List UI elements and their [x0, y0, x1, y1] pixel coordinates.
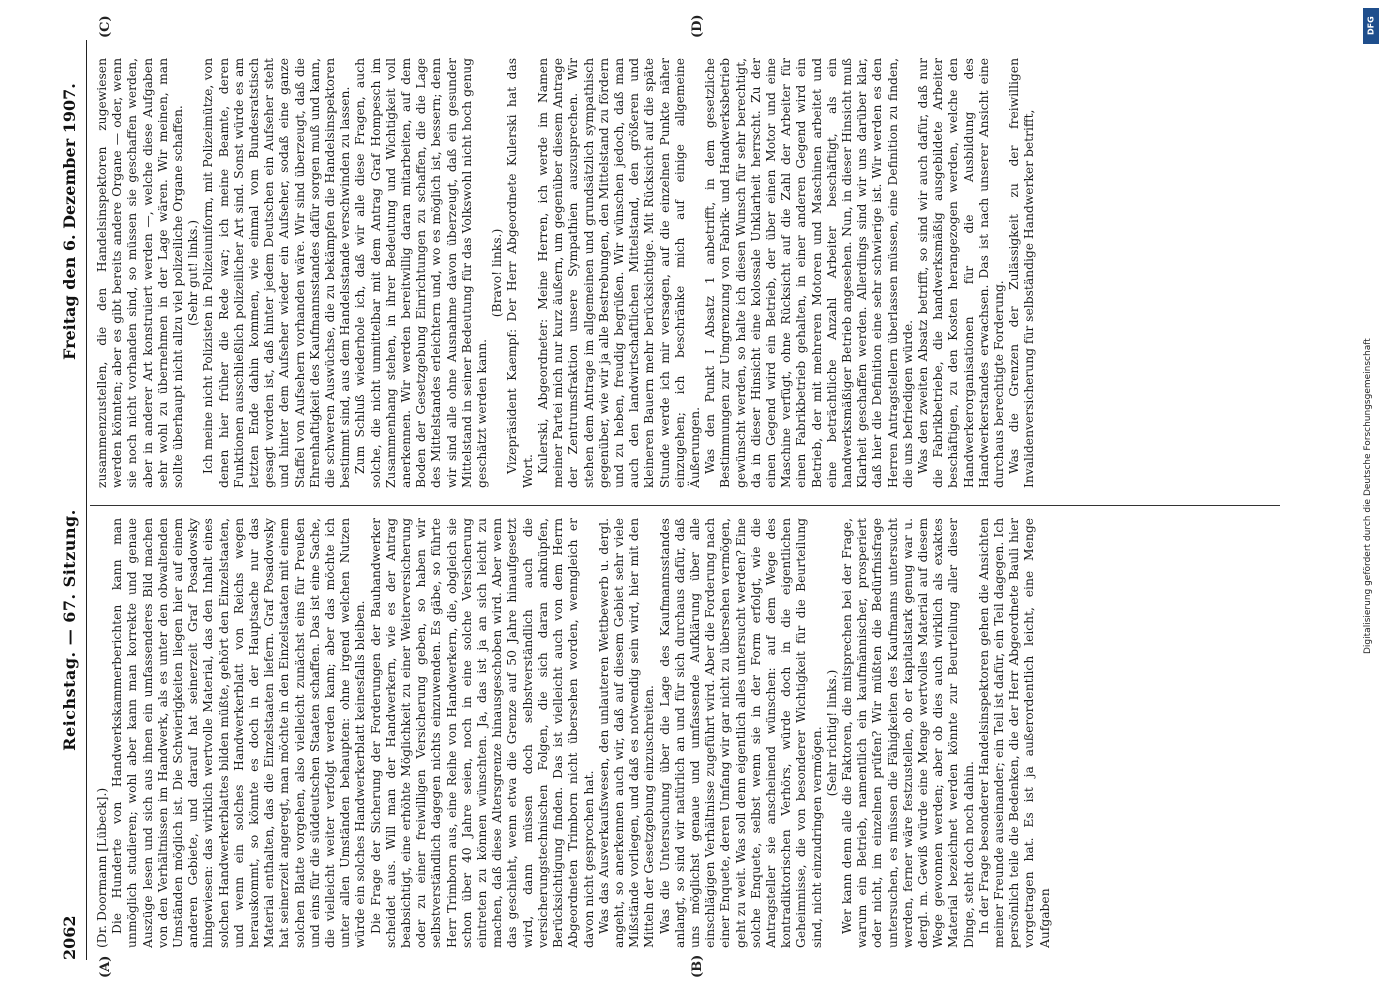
- paragraph: Ich meine nicht Polizisten in Polizeiuniform, mit Polizeimütze, von denen hier früher die Rede war; ich meine Beamte, deren Funktionen ausschließlich polizeilicher Art sind. Sonst würde es am letzten Ende dahin kommen, wie einmal vom Bundesratstisch gesagt worden ist, daß hinter jedem Deutschen ein Aufseher steht und hinter dem Aufseher wieder ein Aufseher, sodaß eine ganze Staffel von Aufsehern vorhanden wäre. Wir sind überzeugt, daß die Ehrenhaftigkeit des Kaufmannsstandes dafür sorgen muß und kann, die schweren Auswüchse, die zu bekämpfen die Handelsinspektoren bestimmt sind, aus dem Handelsstande verschwinden zu lassen.: [201, 58, 353, 488]
- paragraph: Wer kann denn alle die Faktoren, die mitsprechen bei der Frage, warum ein Betrieb, namentlich ein kaufmännischer, prosperiert oder nicht, im einzelnen prüfen? Wir müßten die Bedürfnisfrage untersuchen, es müssen die Fähigkeiten des Kaufmanns untersucht werden, ferner wäre festzustellen, ob er kapitalstark genug war u. dergl. m. Gewiß würde eine Menge wertvolles Material auf diesem Wege gewonnen werden; aber ob dies auch wirklich als exaktes Material bezeichnet werden könnte zur Beurteilung aller dieser Dinge, steht doch noch dahin.: [839, 518, 976, 948]
- session-title: Reichstag. — 67. Sitzung.: [60, 509, 79, 751]
- session-date: Freitag den 6. Dezember 1907.: [60, 83, 79, 360]
- margin-marker-d: (D): [690, 14, 705, 38]
- paragraph: Was den zweiten Absatz betrifft, so sind wir auch dafür, daß nur die Fabrikbetriebe, die handwerksmäßig ausgebildete Arbeiter beschäftigen, zu den Kosten herangezogen werden, welche den Handwerkerorganisationen für die Ausbildung des Handwerkerstandes erwachsen. Das ist nach unserer Ansicht eine durchaus berechtigte Forderung.: [915, 58, 1006, 488]
- funding-credit: [1363, 14, 1377, 654]
- paragraph: Was die Grenzen der Zulässigkeit zu der freiwilligen Invalidenversicherung für selbständige Handwerker betrifft,: [1007, 58, 1037, 488]
- interjection: (Sehr gut! links.): [186, 219, 201, 327]
- paragraph: Zum Schluß wiederhole ich, daß wir alle diese Fragen, auch solche, die nicht unmittelbar mit dem Antrag Graf Hompesch im Zusammenhang stehen, in ihrer Bedeutung und Wichtigkeit voll anerkennen. Wir werden bereitwillig daran mitarbeiten, auf dem Boden der Gesetzgebung Einrichtungen zu schaffen, die die Lage des Mittelstandes erleichtern und, wo es möglich ist, bessern; denn wir sind alle ohne Ausnahme davon überzeugt, daß ein gesunder Mittelstand in seiner Bedeutung für das Volkswohl nicht hoch genug geschätzt werden kann.: [353, 58, 490, 488]
- paragraph: Kulerski, Abgeordneter: Meine Herren, ich werde im Namen meiner Partei mich nur kurz äußern, um gegenüber diesem Antrage der Zentrumsfraktion unsere Sympathien auszusprechen. Wir stehen dem Antrage im allgemeinen und grundsätzlich sympathisch gegenüber, wie wir ja alle Bestrebungen, den Mittelstand zu fördern und zu heben, freudig begrüßen. Wir wünschen jedoch, daß man auch den landwirtschaftlichen Mittelstand, den größeren und kleineren Bauern mehr berücksichtige. Mit Rücksicht auf die späte Stunde werde ich mir versagen, auf die einzelnen Punkte näher einzugehen; ich beschränke mich auf einige allgemeine Äußerungen.: [535, 58, 702, 488]
- dfg-logo: DFG: [1363, 8, 1379, 44]
- right-column: [95, 58, 1285, 488]
- page-number: 2062: [60, 915, 79, 960]
- column-divider: [90, 505, 1280, 506]
- speaker-attribution: (Dr. Doormann [Lübeck].): [95, 787, 109, 948]
- interjection: (Sehr richtig! links.): [824, 669, 839, 797]
- funding-credit-text: Digitalisierung gefördert durch die Deutsche Forschungsgemeinschaft: [1363, 338, 1373, 654]
- paragraph: Was den Punkt I Absatz 1 anbetrifft, in dem gesetzliche Bestimmungen zur Umgrenzung von Fabrik- und Handwerksbetrieb gewünscht werden, so halte ich diesen Wunsch für sehr berechtigt, da in dieser Hinsicht eine kolossale Unklarheit herrscht. Zu der einen Gegend wird ein Betrieb, der über einen Motor und eine Maschine verfügt, ohne Rücksicht auf die Zahl der Arbeiter für einen Fabrikbetrieb gehalten, in einer anderen Gegend wird ein Betrieb, der mit mehreren Motoren und Maschinen arbeitet und eine beträchtliche Anzahl Arbeiter beschäftigt, als ein handwerksmäßiger Betrieb angesehen. Nun, in dieser Hinsicht muß Klarheit geschaffen werden. Allerdings sind wir uns darüber klar, daß hier die Definition eine sehr schwierige ist. Wir werden es den Herren Antragstellern überlassen müssen, eine Definition zu finden, die uns befriedigen würde.: [703, 58, 915, 488]
- left-column: [95, 518, 1285, 948]
- paragraph: zusammenzustellen, die den Handelsinspektoren zugewiesen werden könnten; aber es gibt bereits andere Organe — oder, wenn sie noch nicht vorhanden sind, so müssen sie geschaffen werden, aber in anderer Art konstruiert werden —, welche diese Aufgaben sehr wohl zu übernehmen in der Lage wären. Wir meinen, man sollte überhaupt nicht allzu viel polizeiliche Organe schaffen.: [95, 58, 186, 488]
- paragraph: Die Hunderte von Handwerkskammerberichten kann man unmöglich studieren; wohl aber kann man korrekte und genaue Auszüge lesen und sich aus ihnen ein umfassenderes Bild machen von den Verhältnissen im Handwerk, als es unter den obwaltenden Umständen möglich ist. Die Schwierigkeiten liegen hier auf einem anderen Gebiete, und darauf hat seinerzeit Graf Posadowsky hingewiesen: das wirklich wertvolle Material, das den Inhalt eines solchen Handwerkerblattes bilden müßte, gehört den Einzelstaaten, und wenn ein solches Handwerkerblatt von Reichs wegen herauskommt, so könnte es doch in der Hauptsache nur das Material enthalten, das die Einzelstaaten liefern. Graf Posadowsky hat seinerzeit angeregt, man möchte in den Einzelstaaten mit einem solchen Blatte vorgehen, also vielleicht zunächst eins für Preußen und eins für die süddeutschen Staaten schaffen. Das ist eine Sache, die vielleicht weiter verfolgt werden kann; aber das möchte ich unter allen Umständen behaupten: ohne irgend welchen Nutzen würde ein solches Handwerkerblatt keinesfalls bleiben.: [110, 518, 368, 948]
- paragraph: In der Frage besonderer Handelsinspektoren gehen die Ansichten meiner Freunde auseinander; ein Teil ist dafür, ein Teil dagegen. Ich persönlich teile die Bedenken, die der Herr Abgeordnete Bauli hier vorgetragen hat. Es ist ja außerordentlich leicht, eine Menge Aufgaben: [976, 518, 1052, 948]
- paragraph: Die Frage der Sicherung der Forderungen der Bauhandwerker scheidet aus. Will man der Handwerkern, wie es der Antrag beabsichtigt, eine erhöhte Möglichkeit zu einer Weiterversicherung oder zu einer freiwilligen Versicherung geben, so haben wir selbstverständlich dagegen nichts einzuwenden. Es gäbe, so führte Herr Trimborn aus, eine Reihe von Handwerkern, die, obgleich sie schon über 40 Jahre seien, noch in eine solche Versicherung eintreten zu können wünschten. Ja, das ist ja an sich leicht zu machen, daß diese Altersgrenze hinausgeschoben wird. Aber wenn das geschieht, wenn etwa die Grenze auf 50 Jahre hinaufgesetzt wird, dann müssen doch selbstverständlich auch die versicherungstechnischen Folgen, die sich daran anknüpfen, Berücksichtigung finden. Das ist vielleicht auch von dem Herrn Abgeordneten Trimborn nicht übersehen worden, wenngleich er davon nicht gesprochen hat.: [368, 518, 596, 948]
- chair-announcement: Vizepräsident Kaempf: Der Herr Abgeordnete Kulerski hat das Wort.: [505, 58, 535, 488]
- running-head: [60, 40, 82, 960]
- interjection: (Bravo! links.): [490, 228, 505, 318]
- margin-marker-c: (C): [98, 15, 113, 38]
- paragraph: Was das Ausverkaufswesen, den unlauteren Wettbewerb u. dergl. angeht, so anerkennen auch wir, daß auf diesem Gebiet sehr viele Mißstände vorliegen, und daß es notwendig sein wird, hier mit den Mitteln der Gesetzgebung einzuschreiten.: [596, 518, 657, 948]
- header-rule: [86, 40, 87, 960]
- paragraph: Was die Untersuchung über die Lage des Kaufmannsstandes anlangt, so sind wir natürlich an und für sich durchaus dafür, daß uns möglichst genaue und umfassende Aufklärung über alle einschlägigen Verhältnisse zugeführt wird. Aber die Forderung nach einer Enquete, deren Umfang wir gar nicht zu übersehen vermögen, geht zu weit. Was soll denn eigentlich alles untersucht werden? Eine solche Enquete, selbst wenn sie in der Form erfolgt, wie die Antragsteller sie anscheinend wünschen: auf dem Wege des kontradiktorischen Verhörs, würde doch in die eigentlichen Geheimnisse, die von besonderer Wichtigkeit für die Beurteilung sind, nicht einzudringen vermögen.: [657, 518, 824, 948]
- margin-marker-a: (A): [98, 955, 113, 978]
- margin-marker-b: (B): [690, 954, 705, 978]
